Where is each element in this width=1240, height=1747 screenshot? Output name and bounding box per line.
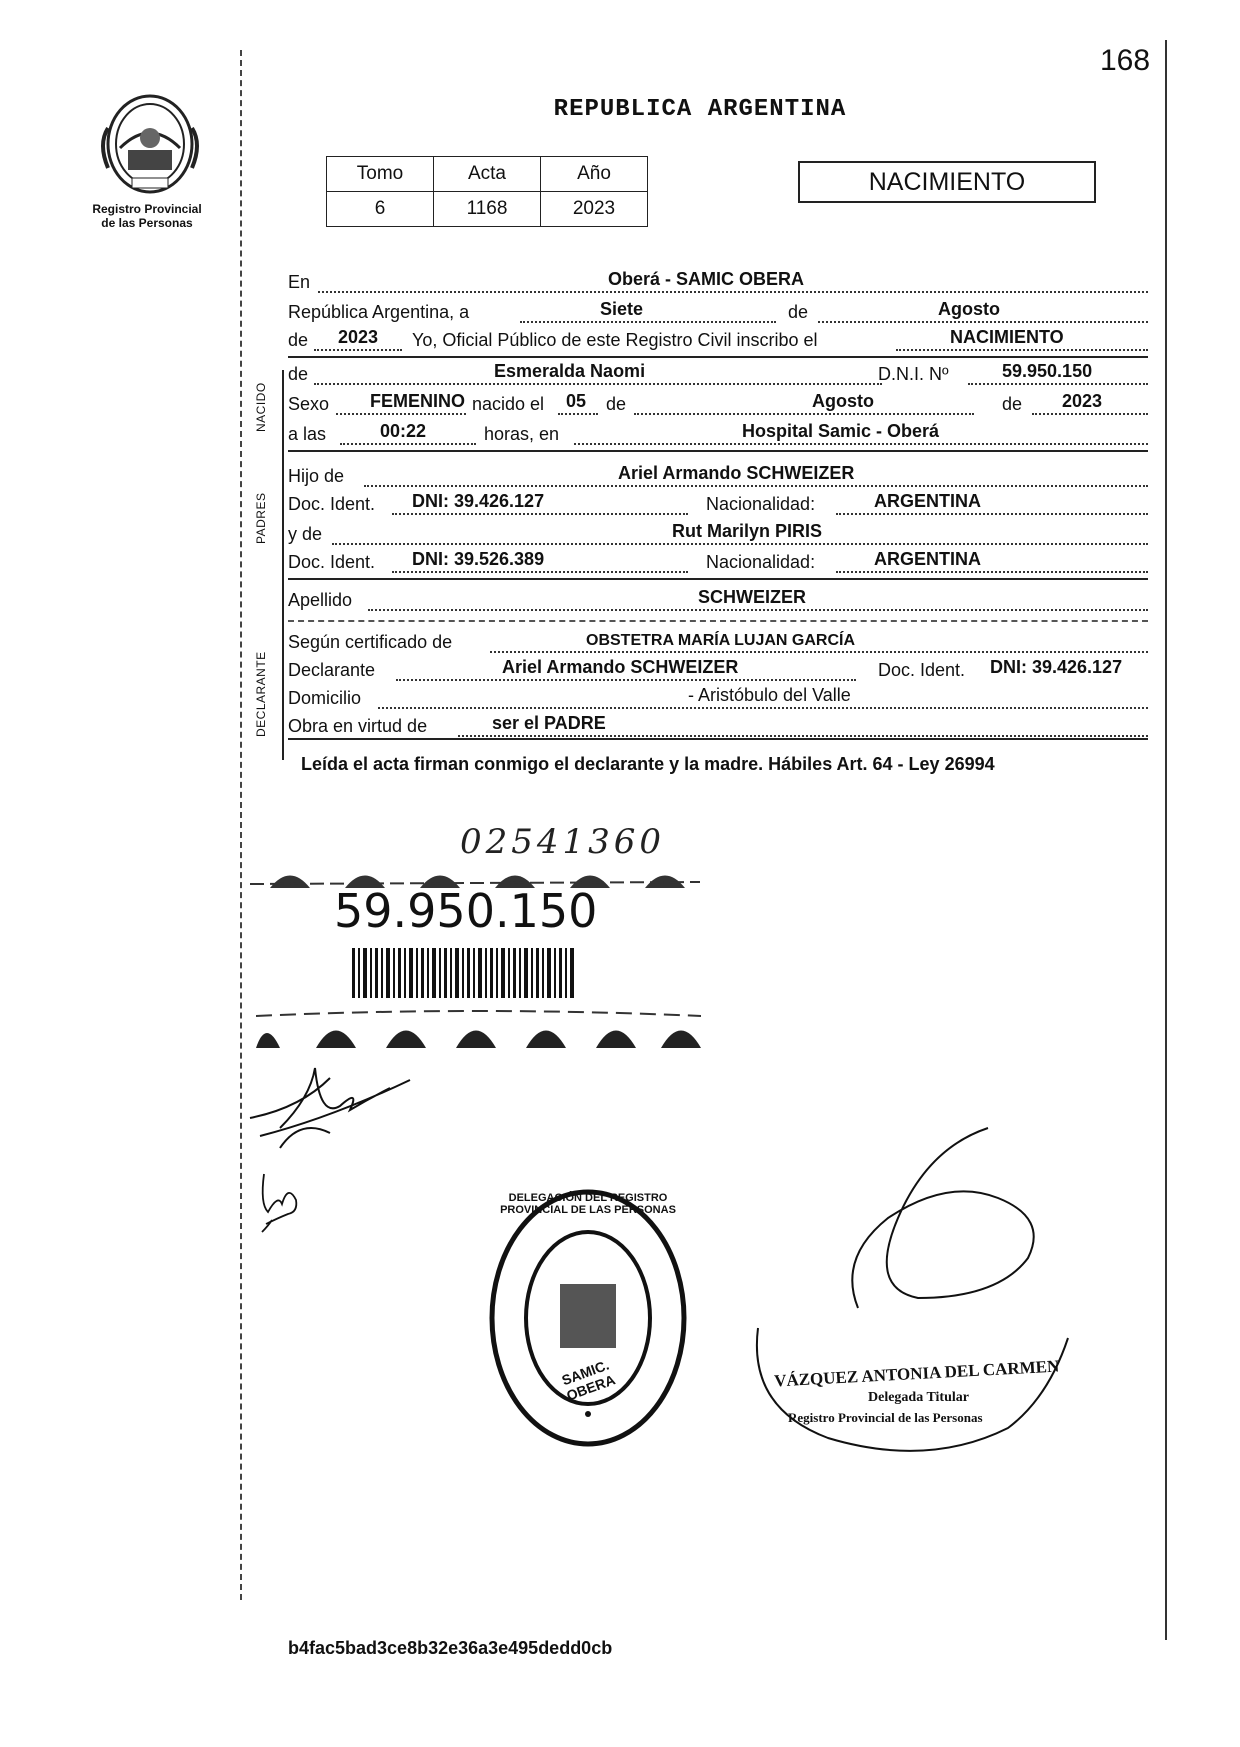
logo-caption-line1: Registro Provincial	[92, 202, 202, 216]
dots	[318, 290, 1148, 293]
label-horas-en: horas, en	[484, 424, 560, 444]
dots	[574, 442, 1148, 445]
label-segun: Según certificado de	[288, 632, 453, 652]
label-nacido-de1: de	[606, 394, 627, 414]
row-domicilio	[288, 684, 1148, 712]
table-header-acta: Acta	[434, 157, 541, 192]
dots	[520, 320, 776, 323]
dots	[336, 412, 466, 415]
dots	[458, 734, 1148, 737]
value-obra: ser el PADRE	[492, 713, 606, 733]
value-year: 2023	[338, 327, 379, 347]
dots	[1032, 412, 1148, 415]
row-inscribo	[288, 326, 1148, 354]
dots	[378, 706, 1148, 709]
value-doc1: DNI: 39.426.127	[412, 491, 545, 511]
value-apellido: SCHWEIZER	[698, 587, 806, 607]
dots	[396, 678, 856, 681]
closing-note: Leída el acta firman conmigo el declarante y la madre. Hábiles Art. 64 - Ley 26994	[301, 754, 995, 774]
dots	[314, 382, 882, 385]
value-sexo: FEMENINO	[370, 391, 466, 411]
label-apellido: Apellido	[288, 590, 353, 610]
row-hijo	[288, 462, 1148, 490]
value-doc3: DNI: 39.426.127	[990, 657, 1123, 677]
value-segun: OBSTETRA MARÍA LUJAN GARCÍA	[586, 632, 856, 649]
label-declarante: Declarante	[288, 660, 376, 680]
value-doc2: DNI: 39.526.389	[412, 549, 545, 569]
dots	[836, 570, 1148, 573]
row-republica	[288, 298, 1148, 326]
label-nacido-el: nacido el	[472, 394, 545, 414]
logo-caption-line2: de las Personas	[101, 216, 193, 230]
label-obra: Obra en virtud de	[288, 716, 428, 736]
value-nacido-month: Agosto	[812, 391, 874, 411]
row-doc1	[288, 490, 1148, 518]
row-doc2	[288, 548, 1148, 576]
dots	[392, 570, 688, 573]
dots	[314, 348, 402, 351]
dots	[558, 412, 598, 415]
dots	[968, 382, 1148, 385]
section-label-padres: PADRES	[254, 492, 268, 544]
dots	[364, 484, 1148, 487]
value-madre: Rut Marilyn PIRIS	[672, 521, 823, 541]
label-year-de: de	[288, 330, 309, 350]
dots	[340, 442, 476, 445]
rule-line	[288, 620, 1148, 624]
label-de: de	[788, 302, 809, 322]
mother-signature	[258, 1164, 308, 1234]
label-inscribo: Yo, Oficial Público de este Registro Civil inscribo el	[412, 330, 818, 350]
official-seal	[488, 1188, 688, 1448]
right-margin-line	[1165, 40, 1167, 1640]
row-sexo	[288, 390, 1148, 418]
label-y-de: y de	[288, 524, 323, 544]
value-inscribo: NACIMIENTO	[950, 327, 1064, 347]
declarant-signature	[240, 1058, 430, 1150]
rule-line	[288, 450, 1148, 452]
rule-line	[288, 578, 1148, 580]
label-nacido-de2: de	[1002, 394, 1023, 414]
section-label-declarante: DECLARANTE	[254, 651, 268, 737]
row-declarante	[288, 656, 1148, 684]
value-domicilio: - Aristóbulo del Valle	[688, 685, 851, 705]
table-value-acta: 1168	[434, 192, 541, 227]
row-yde	[288, 520, 1148, 548]
rule-line	[288, 356, 1148, 358]
label-nac2: Nacionalidad:	[706, 552, 816, 572]
dots	[818, 320, 1148, 323]
label-sexo: Sexo	[288, 394, 330, 414]
record-table	[326, 156, 648, 227]
label-en: En	[288, 272, 311, 292]
official-role: Delegada Titular	[868, 1390, 969, 1405]
row-nombre	[288, 360, 1148, 388]
value-nac1: ARGENTINA	[874, 491, 981, 511]
dni-print: 59.950.150	[334, 884, 598, 938]
value-lugar: Hospital Samic - Oberá	[742, 421, 940, 441]
value-nac2: ARGENTINA	[874, 549, 981, 569]
barcode	[352, 948, 574, 998]
logo-caption	[82, 202, 212, 230]
seal-inner-text: SAMIC. OBERA	[559, 1356, 618, 1404]
table-value-tomo: 6	[327, 192, 434, 227]
dots	[634, 412, 974, 415]
value-hora: 00:22	[380, 421, 427, 441]
label-doc2: Doc. Ident.	[288, 552, 376, 572]
document-title: REPUBLICA ARGENTINA	[553, 96, 847, 123]
official-name: VÁZQUEZ ANTONIA DEL CARMEN	[773, 1356, 1060, 1391]
value-dni: 59.950.150	[1002, 361, 1093, 381]
label-republica: República Argentina, a	[288, 302, 470, 322]
dots	[896, 348, 1148, 351]
value-nombre: Esmeralda Naomi	[494, 361, 646, 381]
row-obra	[288, 712, 1148, 740]
fingerprint-band-bottom	[256, 1008, 701, 1048]
row-hora	[288, 420, 1148, 448]
rule-line	[288, 738, 1148, 740]
value-day: Siete	[600, 299, 644, 319]
table-value-ano: 2023	[541, 192, 648, 227]
label-nombre-de: de	[288, 364, 309, 384]
document-hash: b4fac5bad3ce8b32e36a3e495dedd0cb	[288, 1638, 613, 1658]
page-number: 168	[1100, 44, 1151, 77]
value-nacido-day: 05	[566, 391, 587, 411]
row-segun	[288, 628, 1148, 656]
handwritten-number: 02541360	[460, 822, 666, 862]
row-en	[288, 268, 1148, 296]
label-doc3: Doc. Ident.	[878, 660, 966, 680]
label-nac1: Nacionalidad:	[706, 494, 816, 514]
dots	[368, 608, 1148, 611]
label-domicilio: Domicilio	[288, 688, 362, 708]
label-a-las: a las	[288, 424, 327, 444]
label-dni: D.N.I. Nº	[878, 364, 949, 384]
seal-ring-text: DELEGACIÓN DEL REGISTRO PROVINCIAL DE LAS PERSONAS	[500, 1192, 676, 1216]
label-doc1: Doc. Ident.	[288, 494, 376, 514]
value-en: Oberá - SAMIC OBERA	[608, 269, 805, 289]
left-margin-line	[240, 50, 242, 1600]
value-padre: Ariel Armando SCHWEIZER	[618, 463, 855, 483]
act-type-box: NACIMIENTO	[798, 161, 1096, 203]
dots	[392, 512, 688, 515]
row-apellido	[288, 586, 1148, 614]
official-office: Registro Provincial de las Personas	[788, 1410, 983, 1425]
label-hijo-de: Hijo de	[288, 466, 345, 486]
dots	[332, 542, 1148, 545]
section-divider	[282, 370, 284, 760]
table-header-tomo: Tomo	[327, 157, 434, 192]
dots	[836, 512, 1148, 515]
value-declarante: Ariel Armando SCHWEIZER	[502, 657, 739, 677]
value-nacido-year: 2023	[1062, 391, 1103, 411]
dots	[490, 650, 1148, 653]
table-header-ano: Año	[541, 157, 648, 192]
value-month: Agosto	[938, 299, 1000, 319]
section-label-nacido: NACIDO	[254, 382, 268, 432]
